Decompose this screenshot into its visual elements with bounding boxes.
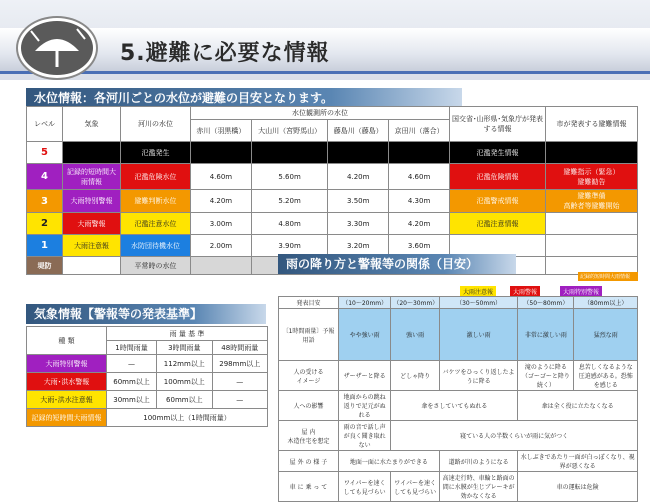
water-section-heading: 水位情報：各河川ごとの水位が避難の目安となります。 (26, 88, 462, 108)
weather-section-heading: 気象情報【警報等の発表基準】 (26, 304, 266, 324)
tag-advisory: 大雨注意報 (460, 286, 496, 297)
obs-cell: 3.60m (389, 235, 450, 257)
obs-cell: 4.30m (389, 190, 450, 213)
col-obs-0: 赤川（羽黒橋） (191, 120, 252, 142)
col-rain-1: （10〜20mm） (339, 297, 391, 309)
level-4: 4 (27, 164, 63, 190)
col-h48: 48時間雨量 (212, 341, 267, 355)
official-cell: 氾濫注意情報 (450, 213, 546, 235)
type-cell: 大雨･洪水警報 (27, 373, 107, 391)
water-level-table (26, 106, 638, 275)
row-cell: 道路が川のようになる (439, 451, 517, 472)
city-cell (546, 235, 638, 257)
weather-cell (63, 142, 121, 164)
row-cell: ワイパーを速くしても見づらい (339, 472, 391, 502)
obs-cell: 4.20m (328, 164, 389, 190)
obs-cell (389, 142, 450, 164)
official-cell: 氾濫危険情報 (450, 164, 546, 190)
col-obs-1: 大山川（宮野馬山） (251, 120, 328, 142)
city-cell: 避難指示（緊急） 避難勧告 (546, 164, 638, 190)
weather-cell: 記録的短時間大雨情報 (63, 164, 121, 190)
river-cell: 水防団待機水位 (121, 235, 191, 257)
row-cell: 雨の音で話し声が良く聞き取れない (339, 421, 391, 451)
obs-cell: 3.90m (251, 235, 328, 257)
col-river-level: 河川の水位 (121, 107, 191, 142)
col-obs-3: 京田川（落合） (389, 120, 450, 142)
obs-cell (251, 142, 328, 164)
value-cell: — (212, 391, 267, 409)
row-cell: 滝のように降る（ゴーゴーと降り続く） (518, 361, 574, 391)
obs-cell (328, 142, 389, 164)
col-level: レベル (27, 107, 63, 142)
row-cell: 傘をさしていてもぬれる (391, 391, 518, 421)
city-cell (546, 142, 638, 164)
type-cell: 記録的短時間大雨情報 (27, 409, 107, 427)
col-rain-2: （20〜30mm） (391, 297, 440, 309)
official-cell: 氾濫警戒情報 (450, 190, 546, 213)
obs-cell: 3.00m (191, 213, 252, 235)
river-cell: 氾濫危険水位 (121, 164, 191, 190)
type-cell: 大雨特別警報 (27, 355, 107, 373)
row-head: 人の受ける イメージ (279, 361, 339, 391)
river-cell: 避難判断水位 (121, 190, 191, 213)
col-rain-3: （30〜50mm） (439, 297, 517, 309)
row-cell: 地面一面に水たまりができる (339, 451, 440, 472)
value-cell: 60mm以上 (107, 373, 157, 391)
col-official: 国交省･山形県･気象庁が発表する情報 (450, 107, 546, 142)
col-target: 発表目安 (279, 297, 339, 309)
obs-cell: 5.20m (251, 190, 328, 213)
tag-record: 記録的短時間大雨情報 (578, 272, 638, 281)
value-cell: 112mm以上 (157, 355, 212, 373)
row-cell: どしゃ降り (391, 361, 440, 391)
obs-cell: 4.20m (191, 190, 252, 213)
value-cell: 30mm以上 (107, 391, 157, 409)
value-cell: 298mm以上 (212, 355, 267, 373)
river-cell: 氾濫注意水位 (121, 213, 191, 235)
col-rain-4: （50〜80mm） (518, 297, 574, 309)
obs-cell: 4.20m (389, 213, 450, 235)
obs-cell: 4.60m (389, 164, 450, 190)
row-cell: ワイパーを速くしても見づらい (391, 472, 440, 502)
forecast-label: 〔1時間雨量〕予報用語 (279, 309, 339, 361)
col-criteria: 雨 量 基 準 (107, 327, 268, 341)
rain-label: 非常に激しい雨 (518, 309, 574, 361)
rain-table (278, 296, 638, 502)
rain-label: 激しい雨 (439, 309, 517, 361)
row-head: 屋 内 木造住宅を想定 (279, 421, 339, 451)
obs-cell: 4.60m (191, 164, 252, 190)
umbrella-rain-icon (18, 18, 96, 78)
row-head: 屋 外 の 様 子 (279, 451, 339, 472)
rain-label: 強い雨 (391, 309, 440, 361)
col-rain-5: （80mm以上） (574, 297, 638, 309)
row-cell: 水しぶきであたり一面が白っぽくなり、視界が悪くなる (518, 451, 638, 472)
level-1: 1 (27, 235, 63, 257)
weather-cell: 大雨注意報 (63, 235, 121, 257)
type-cell: 大雨･洪水注意報 (27, 391, 107, 409)
col-h1: 1時間雨量 (107, 341, 157, 355)
tag-warning: 大雨警報 (510, 286, 540, 297)
obs-cell (191, 142, 252, 164)
row-head: 人への影響 (279, 391, 339, 421)
rain-label: やや強い雨 (339, 309, 391, 361)
level-3: 3 (27, 190, 63, 213)
row-cell: 地面からの跳ね返りで足元がぬれる (339, 391, 391, 421)
col-type: 種 類 (27, 327, 107, 355)
col-city: 市が発表する避難情報 (546, 107, 638, 142)
obs-cell: 3.30m (328, 213, 389, 235)
city-cell (546, 213, 638, 235)
row-cell: 車の運転は危険 (518, 472, 638, 502)
rain-section-heading: 雨の降り方と警報等の関係（目安） (278, 254, 516, 274)
weather-cell: 大雨警報 (63, 213, 121, 235)
official-cell: 氾濫発生情報 (450, 142, 546, 164)
obs-cell: 4.80m (251, 213, 328, 235)
tag-special: 大雨特別警報 (560, 286, 602, 297)
level-levee: 堤防 (27, 257, 63, 275)
level-2: 2 (27, 213, 63, 235)
rain-label: 猛烈な雨 (574, 309, 638, 361)
river-cell: 平常時の水位 (121, 257, 191, 275)
weather-cell (63, 257, 121, 275)
river-cell: 氾濫発生 (121, 142, 191, 164)
row-cell: 傘は全く役に立たなくなる (518, 391, 638, 421)
row-head: 車 に 乗 っ て (279, 472, 339, 502)
value-cell: 60mm以上 (157, 391, 212, 409)
value-cell: 100mm以上 (157, 373, 212, 391)
obs-cell: 3.50m (328, 190, 389, 213)
row-cell: 息苦しくなるような圧迫感がある。恐怖を感じる (574, 361, 638, 391)
obs-cell (191, 257, 252, 275)
obs-cell: 2.00m (191, 235, 252, 257)
weather-cell: 大雨特別警報 (63, 190, 121, 213)
row-cell: 高速走行時、車輪と路面の間に水膜が生じブレーキが効かなくなる (439, 472, 517, 502)
row-cell: バケツをひっくり返したように降る (439, 361, 517, 391)
col-obs-2: 藤島川（藤島） (328, 120, 389, 142)
value-cell: — (107, 355, 157, 373)
value-cell: — (212, 373, 267, 391)
level-5: 5 (27, 142, 63, 164)
row-cell: 寝ている人の半数くらいが雨に気がつく (391, 421, 638, 451)
row-cell: ザーザーと降る (339, 361, 391, 391)
col-obs-title: 水位観測所の水位 (191, 107, 450, 120)
col-h3: 3時間雨量 (157, 341, 212, 355)
col-weather: 気象 (63, 107, 121, 142)
city-cell: 避難準備 高齢者等避難開始 (546, 190, 638, 213)
value-cell: 100mm以上（1時間雨量） (107, 409, 268, 427)
obs-cell: 3.20m (328, 235, 389, 257)
obs-cell: 5.60m (251, 164, 328, 190)
page-title: 5.避難に必要な情報 (120, 41, 330, 66)
weather-criteria-table (26, 326, 268, 427)
